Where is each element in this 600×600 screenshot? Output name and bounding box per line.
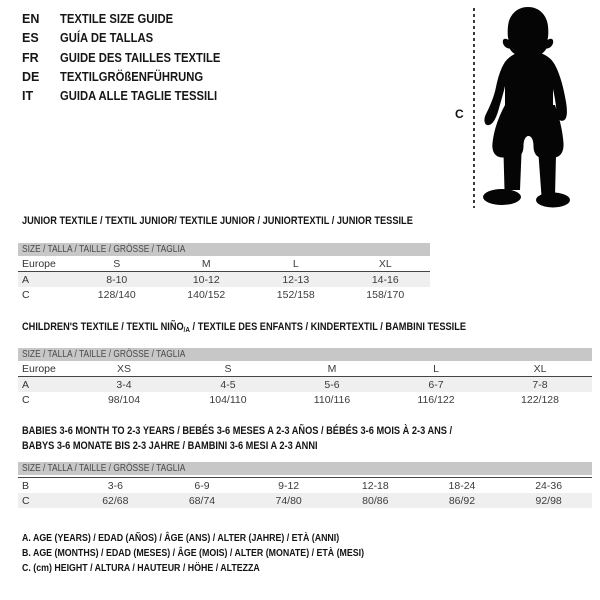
value-cell: 6-7: [384, 377, 488, 393]
value-cell: 152/158: [276, 288, 315, 301]
value-cell: 86/92: [419, 493, 506, 508]
row-label: C: [22, 288, 30, 301]
language-code: IT: [22, 89, 34, 104]
language-title: TEXTILGRÖßENFÜHRUNG: [60, 69, 204, 84]
language-title: TEXTILE SIZE GUIDE: [60, 12, 174, 26]
value-cell: 62/68: [72, 493, 159, 508]
value-cell: 74/80: [245, 493, 332, 508]
table-row-height: [18, 287, 430, 302]
row-label: C: [18, 493, 72, 508]
value-cell: 3-6: [107, 479, 123, 492]
children-size-table: [18, 348, 592, 407]
language-row-de: [22, 68, 238, 87]
value-cell: 7-8: [488, 377, 592, 393]
table-row-age: [18, 377, 592, 393]
value-cell: 68/74: [159, 493, 246, 508]
size-cell: L: [384, 361, 488, 377]
table-row-height: [18, 493, 592, 508]
language-row-it: [22, 87, 238, 106]
language-code: DE: [22, 69, 40, 84]
junior-size-table: [18, 243, 430, 302]
language-row-en: [22, 10, 238, 29]
size-header-bar: SIZE / TALLA / TAILLE / GRÖSSE / TAGLIA: [18, 462, 592, 475]
row-label: A: [18, 272, 72, 288]
value-cell: 12-18: [361, 479, 389, 492]
size-cell: M: [280, 361, 384, 377]
value-cell: 18-24: [448, 479, 476, 492]
legend-item-a: A. AGE (YEARS) / EDAD (AÑOS) / ÂGE (ANS) / ALTER (JAHRE) / ETÀ (ANNI): [22, 532, 340, 544]
language-code: EN: [22, 12, 40, 26]
value-cell: 140/152: [187, 288, 226, 301]
value-cell: 14-16: [341, 272, 431, 288]
value-cell: 12-13: [251, 272, 341, 288]
children-section-title: CHILDREN'S TEXTILE / TEXTIL $NIÑO_{/A}$ / TEXTILE DES ENFANTS / KINDERTEXTIL / BAMBINI TESSILE: [22, 321, 467, 334]
babies-size-table: [18, 462, 592, 508]
legend-item-b: B. AGE (MONTHS) / EDAD (MESES) / ÂGE (MOIS) / ALTER (MONATE) / ETÀ (MESI): [22, 547, 365, 559]
table-row-height: [18, 392, 592, 407]
table-row-region: [18, 361, 592, 377]
babies-section-title: BABIES 3-6 MONTH TO 2-3 YEARS / BEBÉS 3-6 MESES A 2-3 AÑOS / BÉBÉS 3-6 MOIS À 2-3 ANS / BABYS 3-6 MONATE BIS 2-3 JAHRE / BAMBINI 3-6 MESI A 2-3 ANNI: [22, 425, 453, 452]
language-code: ES: [22, 31, 39, 46]
language-title: GUÍA DE TALLAS: [60, 31, 154, 46]
height-measure-dashed-line: [473, 8, 475, 208]
value-cell: 98/104: [107, 393, 141, 406]
junior-section-title: JUNIOR TEXTILE / TEXTIL JUNIOR/ TEXTILE JUNIOR / JUNIORTEXTIL / JUNIOR TESSILE: [22, 215, 413, 227]
size-cell: XL: [341, 256, 431, 272]
language-title-list: [22, 10, 238, 106]
value-cell: 4-5: [176, 377, 280, 393]
measurement-legend: [22, 531, 429, 576]
size-header-bar: SIZE / TALLA / TAILLE / GRÖSSE / TAGLIA: [18, 348, 592, 361]
size-cell: S: [176, 361, 280, 377]
row-label: A: [18, 377, 72, 393]
row-label: B: [22, 479, 30, 492]
size-cell: L: [251, 256, 341, 272]
value-cell: 10-12: [162, 272, 252, 288]
legend-item-c: C. (cm) HEIGHT / ALTURA / HAUTEUR / HÖHE / ALTEZZA: [22, 562, 260, 574]
language-row-es: [22, 29, 238, 48]
value-cell: 8-10: [72, 272, 162, 288]
size-cell: S: [72, 256, 162, 272]
size-cell: XL: [488, 361, 592, 377]
language-title: GUIDA ALLE TAGLIE TESSILI: [60, 89, 218, 104]
language-row-fr: [22, 49, 238, 68]
value-cell: 3-4: [72, 377, 176, 393]
value-cell: 122/128: [521, 393, 559, 406]
value-cell: 5-6: [280, 377, 384, 393]
value-cell: 158/170: [366, 288, 405, 301]
region-label: Europe: [18, 361, 72, 377]
table-row-months: [18, 478, 592, 494]
value-cell: 6-9: [194, 479, 210, 492]
row-label: C: [22, 393, 30, 406]
value-cell: 24-36: [535, 479, 563, 492]
value-cell: 104/110: [209, 393, 247, 406]
table-row-region: [18, 256, 430, 272]
language-title: GUIDE DES TAILLES TEXTILE: [60, 50, 221, 65]
value-cell: 92/98: [505, 493, 592, 508]
region-label: Europe: [18, 256, 72, 272]
value-cell: 116/122: [417, 393, 455, 406]
value-cell: 9-12: [278, 479, 300, 492]
size-header-bar: SIZE / TALLA / TAILLE / GRÖSSE / TAGLIA: [18, 243, 430, 256]
size-cell: XS: [72, 361, 176, 377]
baby-silhouette-icon: [483, 5, 599, 209]
value-cell: 110/116: [313, 393, 351, 406]
table-row-age: [18, 272, 430, 288]
language-code: FR: [22, 50, 39, 65]
size-cell: M: [162, 256, 252, 272]
value-cell: 80/86: [332, 493, 419, 508]
height-measure-label: C: [455, 107, 464, 121]
value-cell: 128/140: [97, 288, 136, 301]
